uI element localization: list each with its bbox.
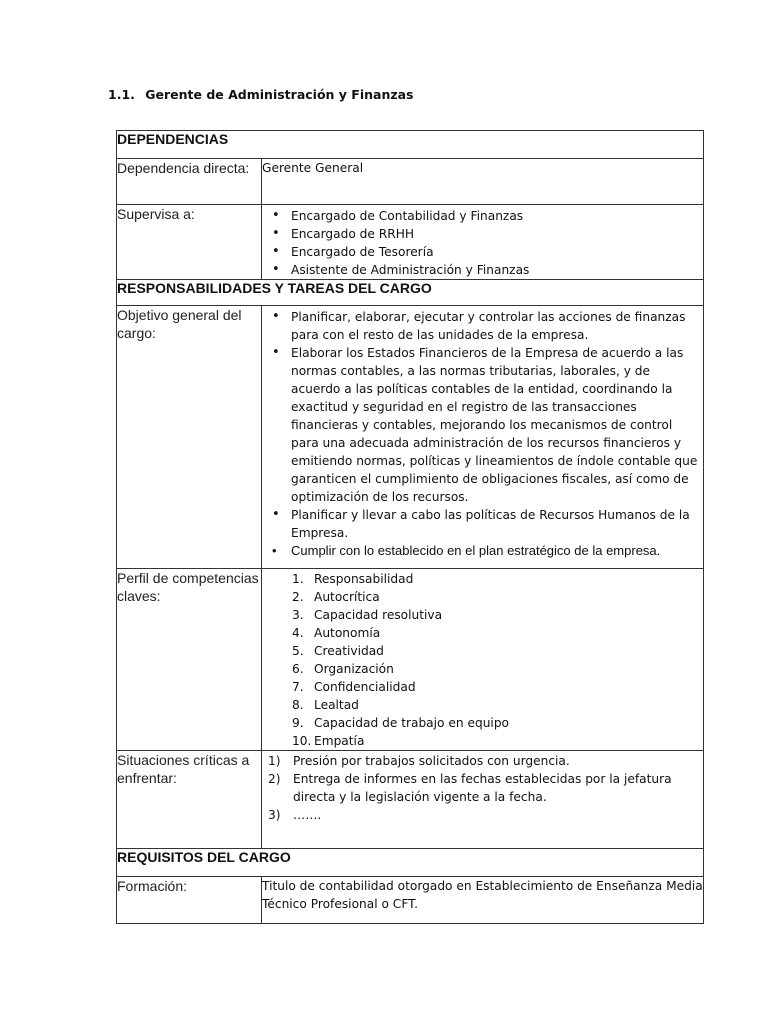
requisitos-header-row [117, 849, 704, 877]
section-title: Gerente de Administración y Finanzas [145, 87, 414, 102]
responsabilidades-header: RESPONSABILIDADES Y TAREAS DEL CARGO [117, 280, 704, 306]
job-description-table [116, 130, 704, 924]
objetivo-list [262, 306, 703, 560]
requisitos-header: REQUISITOS DEL CARGO [117, 849, 704, 877]
formacion-row [117, 877, 704, 924]
perfil-label: Perfil de competencias claves: [117, 569, 262, 751]
perfil-item: 10. Empatía [292, 734, 365, 748]
objetivo-item: • Planificar, elaborar, ejecutar y controlar las acciones de finanzas para con el resto de las unidades de la empresa. [272, 308, 699, 344]
situaciones-row [117, 751, 704, 849]
situaciones-item: 2) Entrega de informes en las fechas establecidas por la jefatura directa y la legislación vigente a la fecha. [268, 772, 672, 804]
dependencia-directa-label: Dependencia directa: [117, 159, 262, 205]
supervisa-label: Supervisa a: [117, 205, 262, 280]
perfil-cell [262, 569, 704, 751]
dependencia-directa-row [117, 159, 704, 205]
supervisa-item: • Asistente de Administración y Finanzas [272, 261, 699, 279]
formacion-value: Titulo de contabilidad otorgado en Establecimiento de Enseñanza Media Técnico Profesional o CFT. [262, 877, 704, 924]
formacion-label: Formación: [117, 877, 262, 924]
objetivo-item: • Cumplir con lo establecido en el plan estratégico de la empresa. [272, 542, 699, 560]
supervisa-list [262, 205, 703, 279]
objetivo-item: • Elaborar los Estados Financieros de la Empresa de acuerdo a las normas contables, a las normas tributarias, laborales, y de acuerdo a las políticas contables de la entidad, coordinando la exactitud y seguridad en el registro de las transacciones financieras y contables, mejorando los mecanismos de control para una adecuada administración de los recursos financieros y emitiendo normas, políticas y lineamientos de índole contable que garanticen el cumplimiento de obligaciones fiscales, así como de optimización de los recursos. [272, 344, 699, 506]
perfil-item: 9. Capacidad de trabajo en equipo [292, 716, 510, 730]
situaciones-item: 1) Presión por trabajos solicitados con urgencia. [268, 754, 570, 768]
supervisa-row [117, 205, 704, 280]
objetivo-item: • Planificar y llevar a cabo las políticas de Recursos Humanos de la Empresa. [272, 506, 699, 542]
perfil-item: 7. Confidencialidad [292, 680, 416, 694]
perfil-item: 5. Creatividad [292, 644, 384, 658]
perfil-item: 3. Capacidad resolutiva [292, 608, 443, 622]
responsabilidades-header-row [117, 280, 704, 306]
objetivo-row [117, 306, 704, 569]
perfil-item: 2. Autocrítica [292, 590, 380, 604]
situaciones-list [262, 751, 703, 824]
objetivo-cell [262, 306, 704, 569]
supervisa-item: • Encargado de Tesorería [272, 243, 699, 261]
perfil-item: 4. Autonomía [292, 626, 381, 640]
supervisa-item: • Encargado de RRHH [272, 225, 699, 243]
dependencias-header-row [117, 131, 704, 159]
perfil-item: 1. Responsabilidad [292, 572, 414, 586]
perfil-row [117, 569, 704, 751]
perfil-list [262, 569, 703, 750]
situaciones-cell [262, 751, 704, 849]
section-heading [108, 87, 414, 102]
perfil-item: 8. Lealtad [292, 698, 359, 712]
supervisa-cell [262, 205, 704, 280]
supervisa-item: • Encargado de Contabilidad y Finanzas [272, 207, 699, 225]
perfil-item: 6. Organización [292, 662, 394, 676]
dependencias-header: DEPENDENCIAS [117, 131, 704, 159]
dependencia-directa-value: Gerente General [262, 159, 704, 205]
objetivo-label: Objetivo general del cargo: [117, 306, 262, 569]
situaciones-item: 3) ……. [268, 808, 322, 822]
situaciones-label: Situaciones críticas a enfrentar: [117, 751, 262, 849]
section-number: 1.1. [108, 87, 135, 102]
